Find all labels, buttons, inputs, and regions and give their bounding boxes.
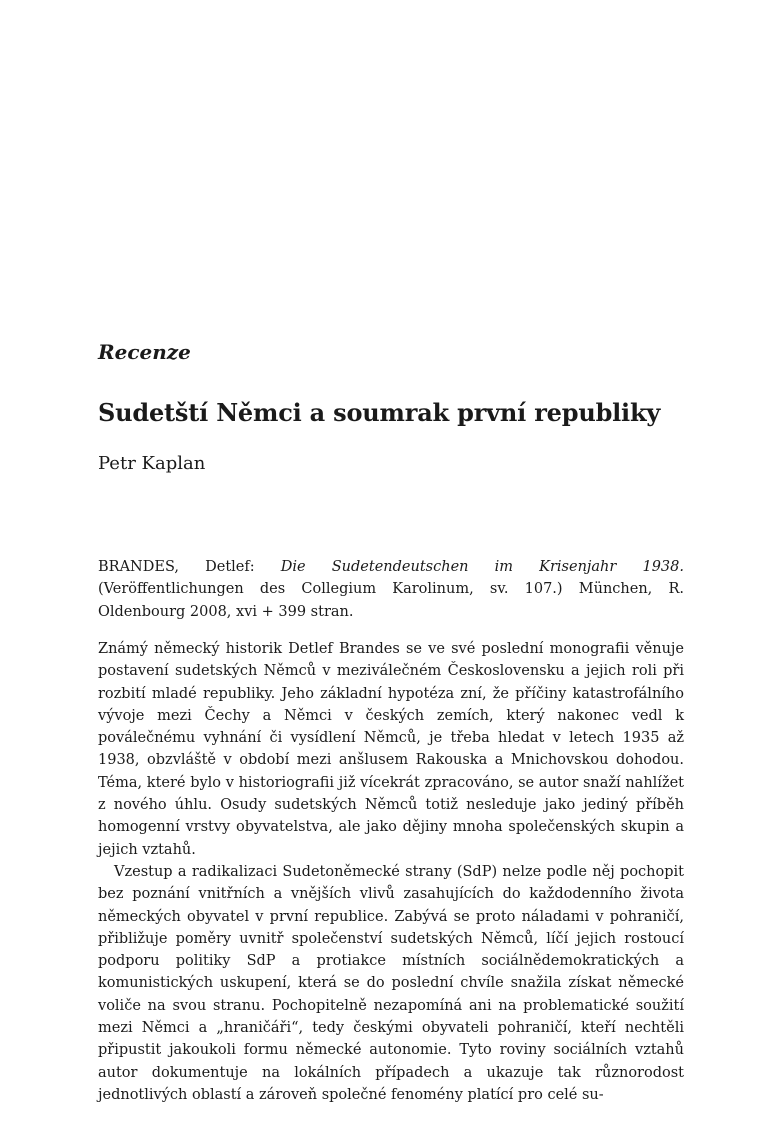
- citation-book-title: Die Sudetendeutschen im Krisenjahr 1938.: [280, 559, 684, 575]
- article-title: Sudetští Němci a soumrak první republiky: [98, 398, 661, 427]
- paragraph: Vzestup a radikalizaci Sudetoněmecké strany (SdP) nelze podle něj pochopit bez poznání vnitřních a vnějších vlivů zasahujících do každodenního života německých obyvatel v první republice. Zabývá se proto náladami v pohraničí, přibližuje poměry uvnitř společenství sudetských Němců, líčí jejich rostoucí podporu politiky SdP a protiakce místních sociálnědemokratických a komunistických uskupení, která se do poslední chvíle snažila získat německé voliče na svou stranu. Pochopitelně nezapomíná ani na problematické soužití mezi Němci a „hraničáři“, tedy českými obyvateli pohraničí, kteří nechtěli připustit jakoukoli formu německé autonomie. Tyto roviny sociálních vztahů autor dokumentuje na lokálních případech a ukazuje tak různorodost jednotlivých oblastí a zároveň společné fenomény platící pro celé su-: [98, 863, 684, 1103]
- citation-author: BRANDES, Detlef:: [98, 559, 281, 575]
- section-label: Recenze: [98, 340, 191, 364]
- citation-details: (Veröffentlichungen des Collegium Karolinum, sv. 107.) München, R. Oldenbourg 2008, xvi + 399 stran.: [98, 581, 684, 620]
- paragraph: Známý německý historik Detlef Brandes se ve své poslední monografii věnuje postavení sudetských Němců v meziválečném Československu a jejich roli při rozbití mladé republiky. Jeho základní hypotéza zní, že příčiny katastrofálního vývoje mezi Čechy a Němci v českých zemích, který nakonec vedl k poválečnému vyhnání či vysídlení Němců, je třeba hledat v letech 1935 až 1938, obzvláště v období mezi anšlusem Rakouska a Mnichovskou dohodou. Téma, které bylo v historiografii již vícekrát zpracováno, se autor snaží nahlížet z nového úhlu. Osudy sudetských Němců totiž nesleduje jako jediný příběh homogenní vrstvy obyvatelstva, ale jako dějiny mnoha společenských skupin a jejich vztahů.: [98, 641, 684, 858]
- review-body: [98, 638, 684, 1106]
- bibliographic-citation: [98, 556, 684, 623]
- article-author: Petr Kaplan: [98, 453, 206, 474]
